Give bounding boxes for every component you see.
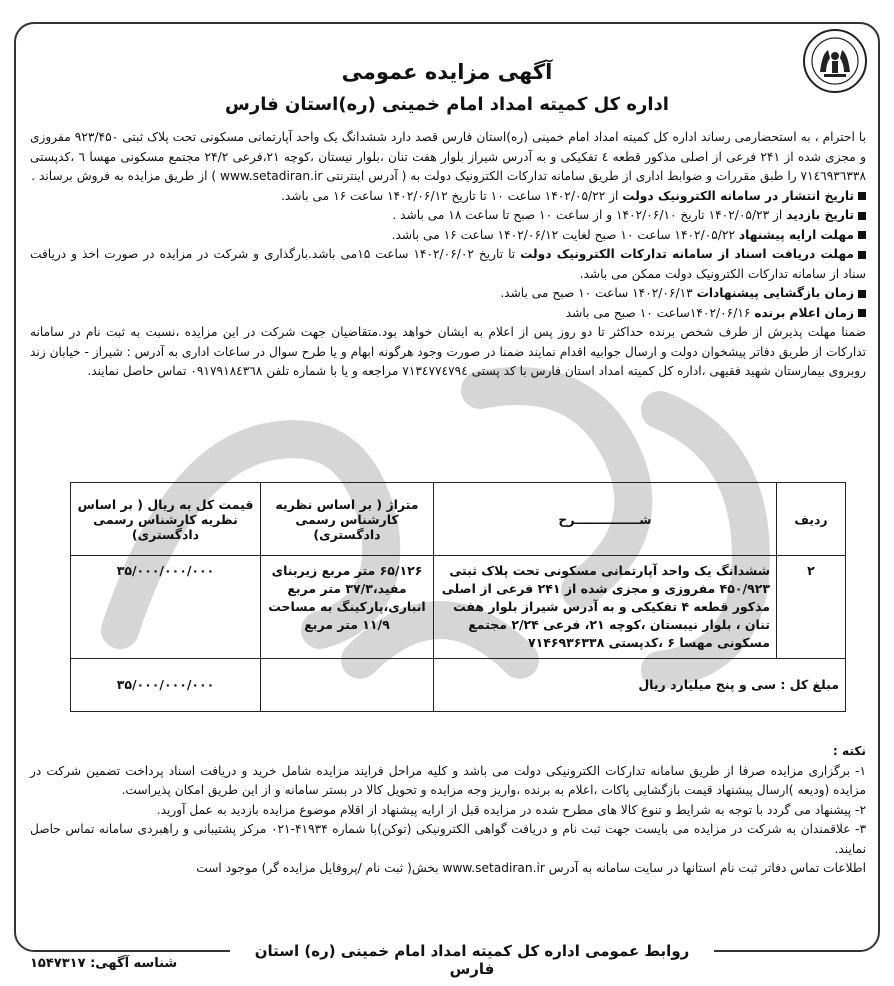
cell-row-number: ۲ — [777, 556, 846, 659]
notice-body — [30, 128, 866, 382]
schedule-item: مهلت دریافت اسناد از سامانه تدارکات الکترونیک دولت تا تاریخ ۱۴۰۲/۰۶/۰۲ ساعت ۱۵می باشد.بارگذاری و شرکت در مزایده در صورت اخذ و دریافت سناد از سامانه تدارکات الکترونیک دولت ممکن می باشد. — [30, 247, 866, 281]
table-total-row — [71, 659, 846, 712]
cell-price: ۳۵/۰۰۰/۰۰۰/۰۰۰ — [71, 556, 261, 659]
note-item: ۳- علاقمندان به شرکت در مزایده می بایست جهت ثبت نام و دریافت گواهی الکترونیکی (توکن)با شماره ۴۱۹۳۴-۰۲۱ مرکز پشتیبانی و راهبردی سامانه تماس حاصل نمایند. — [30, 822, 867, 856]
schedule-item: زمان بازگشایی پیشنهادات ۱۴۰۲/۰۶/۱۳ ساعت ۱۰ صبح می باشد. — [30, 284, 866, 304]
schedule-item: زمان اعلام برنده ۱۴۰۲/۰۶/۱۶ساعت ۱۰ صبح می باشد — [30, 304, 866, 324]
table-row — [71, 556, 846, 659]
notes-section — [30, 742, 866, 879]
cell-description: ششدانگ یک واحد آپارتمانی مسکونی تحت پلاک ثبتی ۴۵۰/۹۲۳ مفروزی و مجزی شده از ۲۴۱ فرعی از اصلی مذکور قطعه ۴ تفکیکی و به آدرس شیراز بلوار هفت تنان ، بلوار نیبستان ،کوچه ۲۱، فرعی ۲/۲۴ مجتمع مسکونی مهسا ۶ ،کدپستی ۷۱۴۶۹۳۶۳۳۸ — [434, 556, 777, 659]
header-price: قیمت کل به ریال ( بر اساس نظریه کارشناس رسمی دادگستری) — [71, 483, 261, 556]
cell-area: ۶۵/۱۲۶ متر مربع زیربنای مفید،۳۷/۳ متر مربع انباری،پارکینگ به مساحت ۱۱/۹ متر مربع — [261, 556, 434, 659]
notes-heading: نکته : — [832, 744, 866, 758]
publisher-footer: روابط عمومی اداره کل کمیته امداد امام خمینی (ره) استان فارس — [230, 942, 714, 978]
imam-khomeini-relief-committee-logo — [802, 28, 868, 94]
notice-title: آگهی مزایده عمومی — [341, 60, 553, 84]
header-area: متراژ ( بر اساس نظریه کارشناس رسمی دادگستری) — [261, 483, 434, 556]
note-item: ۱- برگزاری مزایده صرفا از طریق سامانه تدارکات الکترونیکی دولت می باشد و کلیه مراحل فرایند مزایده شامل خرید و دریافت اسناد پرداخت تضمین شرکت در مزایده (ودیعه )ارسال پیشنهاد قیمت بازگشایی پاکات ،اعلام به برنده ،واریز وجه مزایده و تحویل کالا در بستر سامانه و از این طریق امکان پذیراست. — [30, 763, 866, 797]
schedule-item: تاریخ بازدید از ۱۴۰۲/۰۵/۲۳ تاریخ ۱۴۰۲/۰۶/۱۰ و از ساعت ۱۰ صبح تا ساعت ۱۸ می باشد . — [30, 206, 866, 226]
ad-id: شناسه آگهی: ۱۵۴۷۳۱۷ — [30, 956, 178, 971]
intro-paragraph: با احترام ، به استحضارمی رساند اداره کل کمیته امداد امام خمینی (ره)استان فارس قصد دارد ششدانگ یک واحد آپارتمانی مسکونی تحت پلاک ثبتی ۹۲۳/۴۵۰ مفروزی و مجزی شده از ۲۴۱ فرعی از اصلی مذکور قطعه ٤ تفکیکی و به آدرس شیراز بلوار هفت تنان ،بلوار نیستان ،کوچه ۲۱،فرعی ۲۴/۲ مجتمع مسکونی مهسا ٦ ،کدپستی ۷۱٤٦۹۳٦۳۳۸ را طبق مقررات و ضوابط اداری از طریق سامانه تدارکات الکترونیک دولت به ( آدرس اینترنتی www.setadiran.ir ) از طریق مزایده به فروش برساند . — [30, 130, 867, 183]
header-description: شـــــــــــــــرح — [434, 483, 777, 556]
auction-items-table — [70, 482, 846, 712]
note-item: ۲- پیشنهاد می گردد با توجه به شرایط و تنوع کالا های مطرح شده در مزایده قبل از ارایه پیشنهاد از اقلام موضوع مزایده بازدید به عمل آورید. — [156, 802, 866, 817]
total-label: مبلغ کل : سی و پنج میلیارد ریال — [434, 659, 846, 712]
note-item: اطلاعات تماس دفاتر ثبت نام استانها در سایت سامانه به آدرس www.setadiran.ir بخش( ثبت نام /پروفایل مزایده گر) موجود است — [196, 861, 866, 875]
notice-subtitle: اداره کل کمیته امداد امام خمینی (ره)استان فارس — [225, 94, 669, 115]
header-row-number: ردیف — [777, 483, 846, 556]
table-header-row — [71, 483, 846, 556]
schedule-item: تاریخ انتشار در سامانه الکترونیک دولت از ۱۴۰۲/۰۵/۲۲ ساعت ۱۰ تا تاریخ ۱۴۰۲/۰۶/۱۲ ساعت ۱۶ می باشد. — [30, 187, 866, 207]
contact-paragraph: ضمنا مهلت پذیرش از طرف شخص برنده حداکثر تا دو روز پس از اعلام به ایشان خواهد بود.متقاضیان جهت شرکت در این مزایده ،نسبت به ثبت نام در سامانه تدارکات از طریق دفاتر پیشخوان دولت و ارسال جوابیه اقدام نمایند ضمنا در صورت وجود هرگونه ابهام و یا طرح سوال در ساعات اداری به آدرس : شیراز - خیابان زند روبروی بیمارستان شهید فقیهی ،اداره کل کمیته امداد استان فارس با کد پستی ۷۱۳٤۷۷٤۷۹٤ مراجعه و یا با شماره تلفن ۰۹۱۷۹۱۸٤۳٦۸ تماس حاصل نمایند. — [30, 325, 866, 378]
total-value: ۳۵/۰۰۰/۰۰۰/۰۰۰ — [71, 659, 261, 712]
total-empty-cell — [261, 659, 434, 712]
schedule-item: مهلت ارایه پیشنهاد ۱۴۰۲/۰۵/۲۲ ساعت ۱۰ صبح لغایت ۱۴۰۲/۰۶/۱۲ ساعت ۱۶ می باشد. — [30, 226, 866, 246]
